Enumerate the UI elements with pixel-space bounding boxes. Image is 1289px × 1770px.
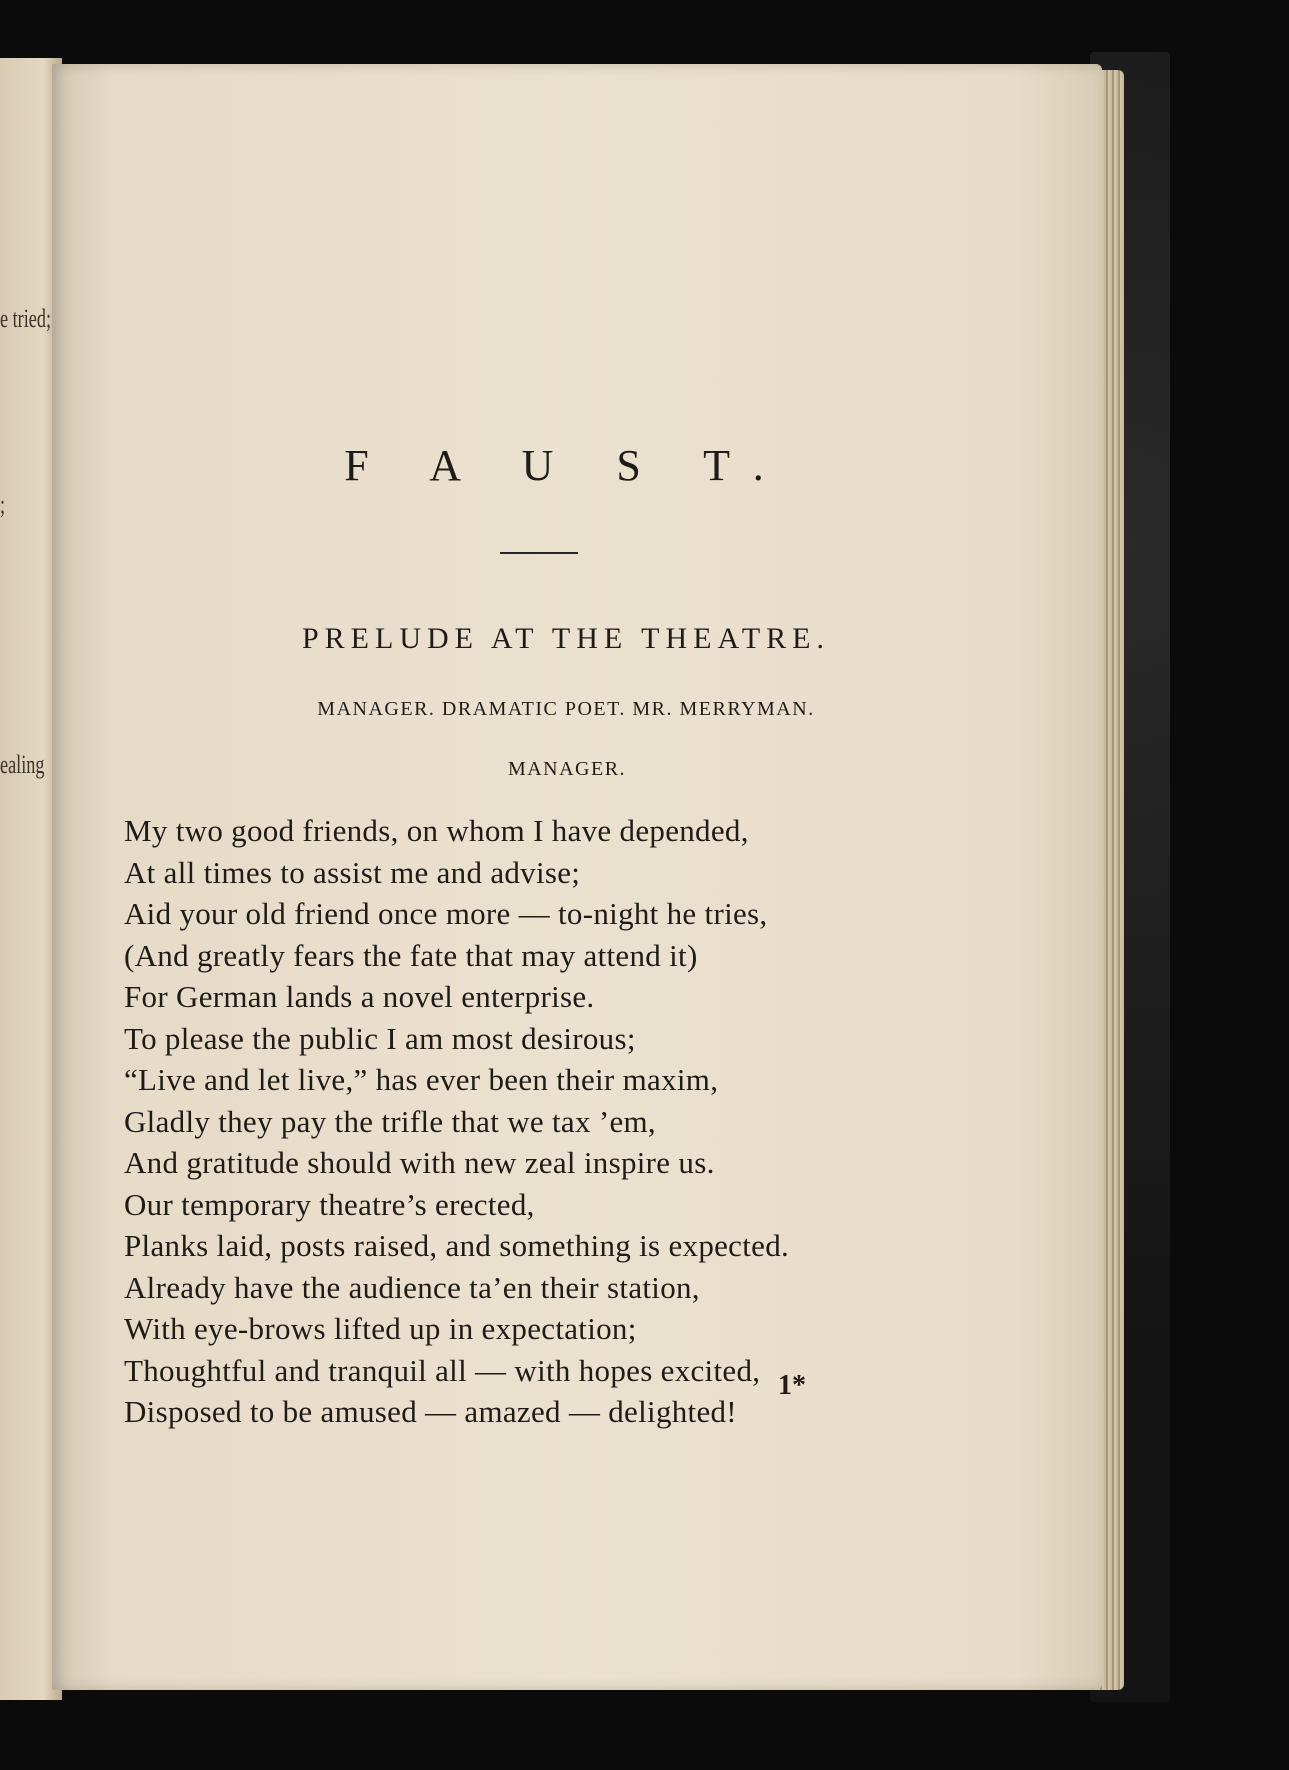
previous-page-fragment: ; (0, 490, 6, 519)
speaker-name: MANAGER. (507, 758, 627, 780)
verse-line: (And greatly fears the fate that may attend it) (124, 937, 698, 973)
verse-line: Our temporary theatre’s erected, (124, 1186, 535, 1222)
book-page (52, 64, 1102, 1690)
title-rule (500, 552, 578, 554)
signature-mark: 1* (778, 1370, 806, 1401)
page-content (52, 64, 1102, 1690)
dramatis-personae: MANAGER. DRAMATIC POET. MR. MERRYMAN. (317, 698, 815, 720)
verse-line: Already have the audience ta’en their station, (124, 1269, 700, 1305)
verse-line: Disposed to be amused — amazed — delighted! (124, 1394, 737, 1429)
page-title: F A U S T. (344, 441, 790, 490)
verse-line: And gratitude should with new zeal inspire us. (124, 1145, 715, 1180)
verse-line: Gladly they pay the trifle that we tax ’em, (124, 1103, 656, 1139)
verse-line: Aid your old friend once more — to-night he tries, (124, 896, 768, 931)
section-heading: PRELUDE AT THE THEATRE. (301, 622, 830, 655)
verse-line: With eye-brows lifted up in expectation; (124, 1311, 637, 1346)
verse-line: At all times to assist me and advise; (124, 854, 581, 890)
verse-line: To please the public I am most desirous; (124, 1020, 636, 1056)
verse-line: My two good friends, on whom I have depended, (124, 813, 749, 848)
previous-page-fragment: ealing (0, 750, 45, 779)
verse-line: Planks laid, posts raised, and something is expected. (124, 1228, 790, 1263)
previous-page-fragment: e tried; (0, 304, 52, 333)
verse-line: “Live and let live,” has ever been their maxim, (124, 1062, 719, 1097)
verse-line: Thoughtful and tranquil all — with hopes excited, (124, 1352, 761, 1388)
verse-block (124, 810, 1024, 1433)
verse-line: For German lands a novel enterprise. (124, 979, 595, 1014)
